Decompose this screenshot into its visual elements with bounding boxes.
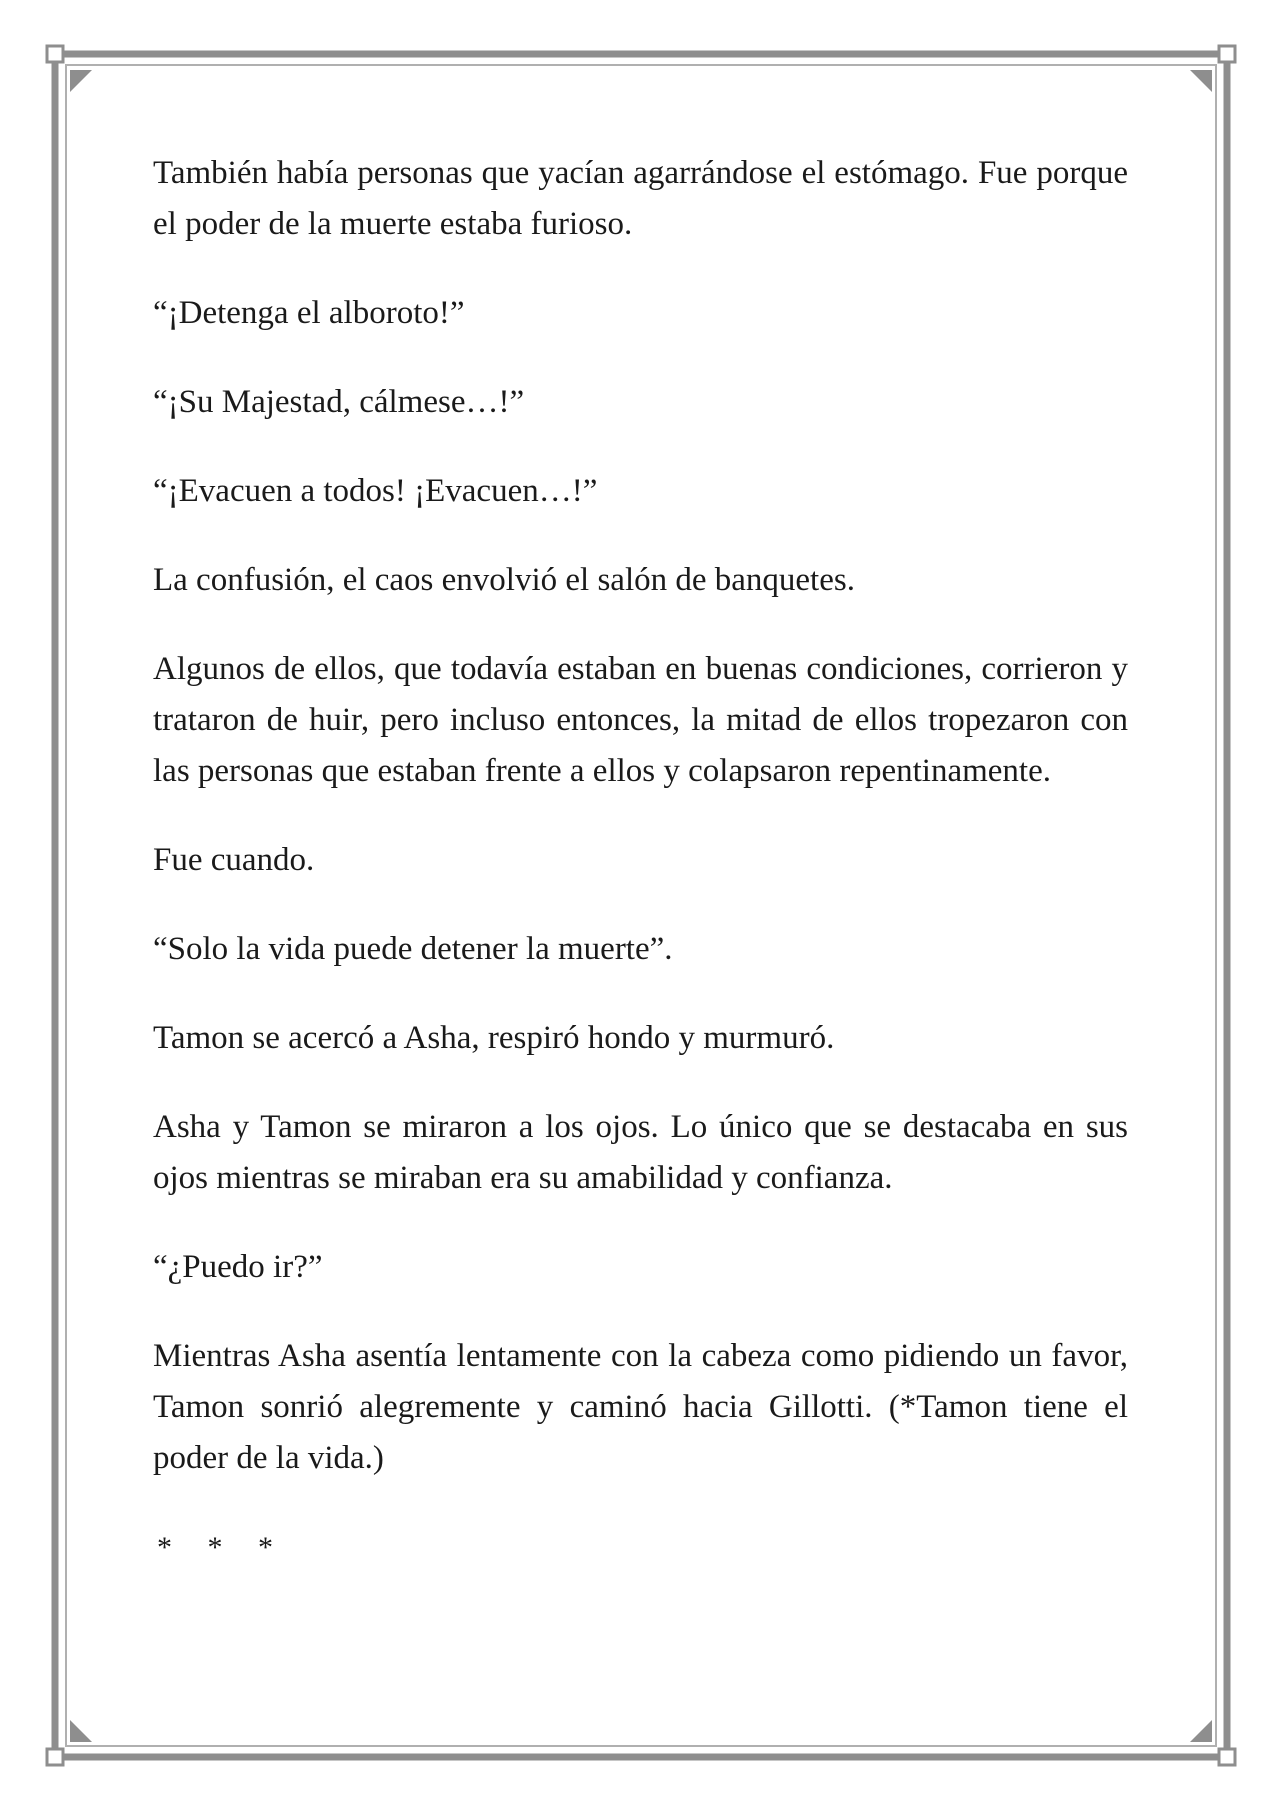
paragraph-6: Asha y Tamon se miraron a los ojos. Lo único que se destacaba en sus ojos mientras se miraban era su amabilidad y confianza.: [153, 1109, 1128, 1196]
dialogue-3: “¡Evacuen a todos! ¡Evacuen…!”: [153, 473, 598, 509]
paragraph-2: La confusión, el caos envolvió el salón de banquetes.: [153, 562, 855, 598]
page-body: [153, 148, 1128, 1573]
corner-ornament-bottom-right: [1219, 1749, 1235, 1765]
corner-ornament-bottom-left: [47, 1749, 63, 1765]
paragraph-4: Fue cuando.: [153, 842, 315, 878]
corner-triangle-bottom-left: [70, 1720, 92, 1742]
paragraph-1: También había personas que yacían agarrándose el estómago. Fue porque el poder de la muerte estaba furioso.: [153, 155, 1128, 242]
scene-separator: * * *: [157, 1531, 287, 1564]
dialogue-1: “¡Detenga el alboroto!”: [153, 295, 465, 331]
paragraph-7: Mientras Asha asentía lentamente con la cabeza como pidiendo un favor, Tamon sonrió alegremente y caminó hacia Gillotti. (*Tamon tiene el poder de la vida.): [153, 1338, 1128, 1476]
paragraph-5: Tamon se acercó a Asha, respiró hondo y murmuró.: [153, 1020, 835, 1056]
corner-ornament-top-left: [47, 46, 63, 62]
paragraph-3: Algunos de ellos, que todavía estaban en buenas condiciones, corrieron y trataron de huir, pero incluso entonces, la mitad de ellos tropezaron con las personas que estaban frente a ellos y colapsaron repentinamente.: [153, 651, 1128, 789]
corner-ornament-top-right: [1219, 46, 1235, 62]
corner-triangle-bottom-right: [1190, 1720, 1212, 1742]
dialogue-4: “Solo la vida puede detener la muerte”.: [153, 931, 673, 967]
corner-triangle-top-right: [1190, 70, 1212, 92]
dialogue-2: “¡Su Majestad, cálmese…!”: [153, 384, 525, 420]
corner-triangle-top-left: [70, 70, 92, 92]
dialogue-5: “¿Puedo ir?”: [153, 1249, 323, 1285]
